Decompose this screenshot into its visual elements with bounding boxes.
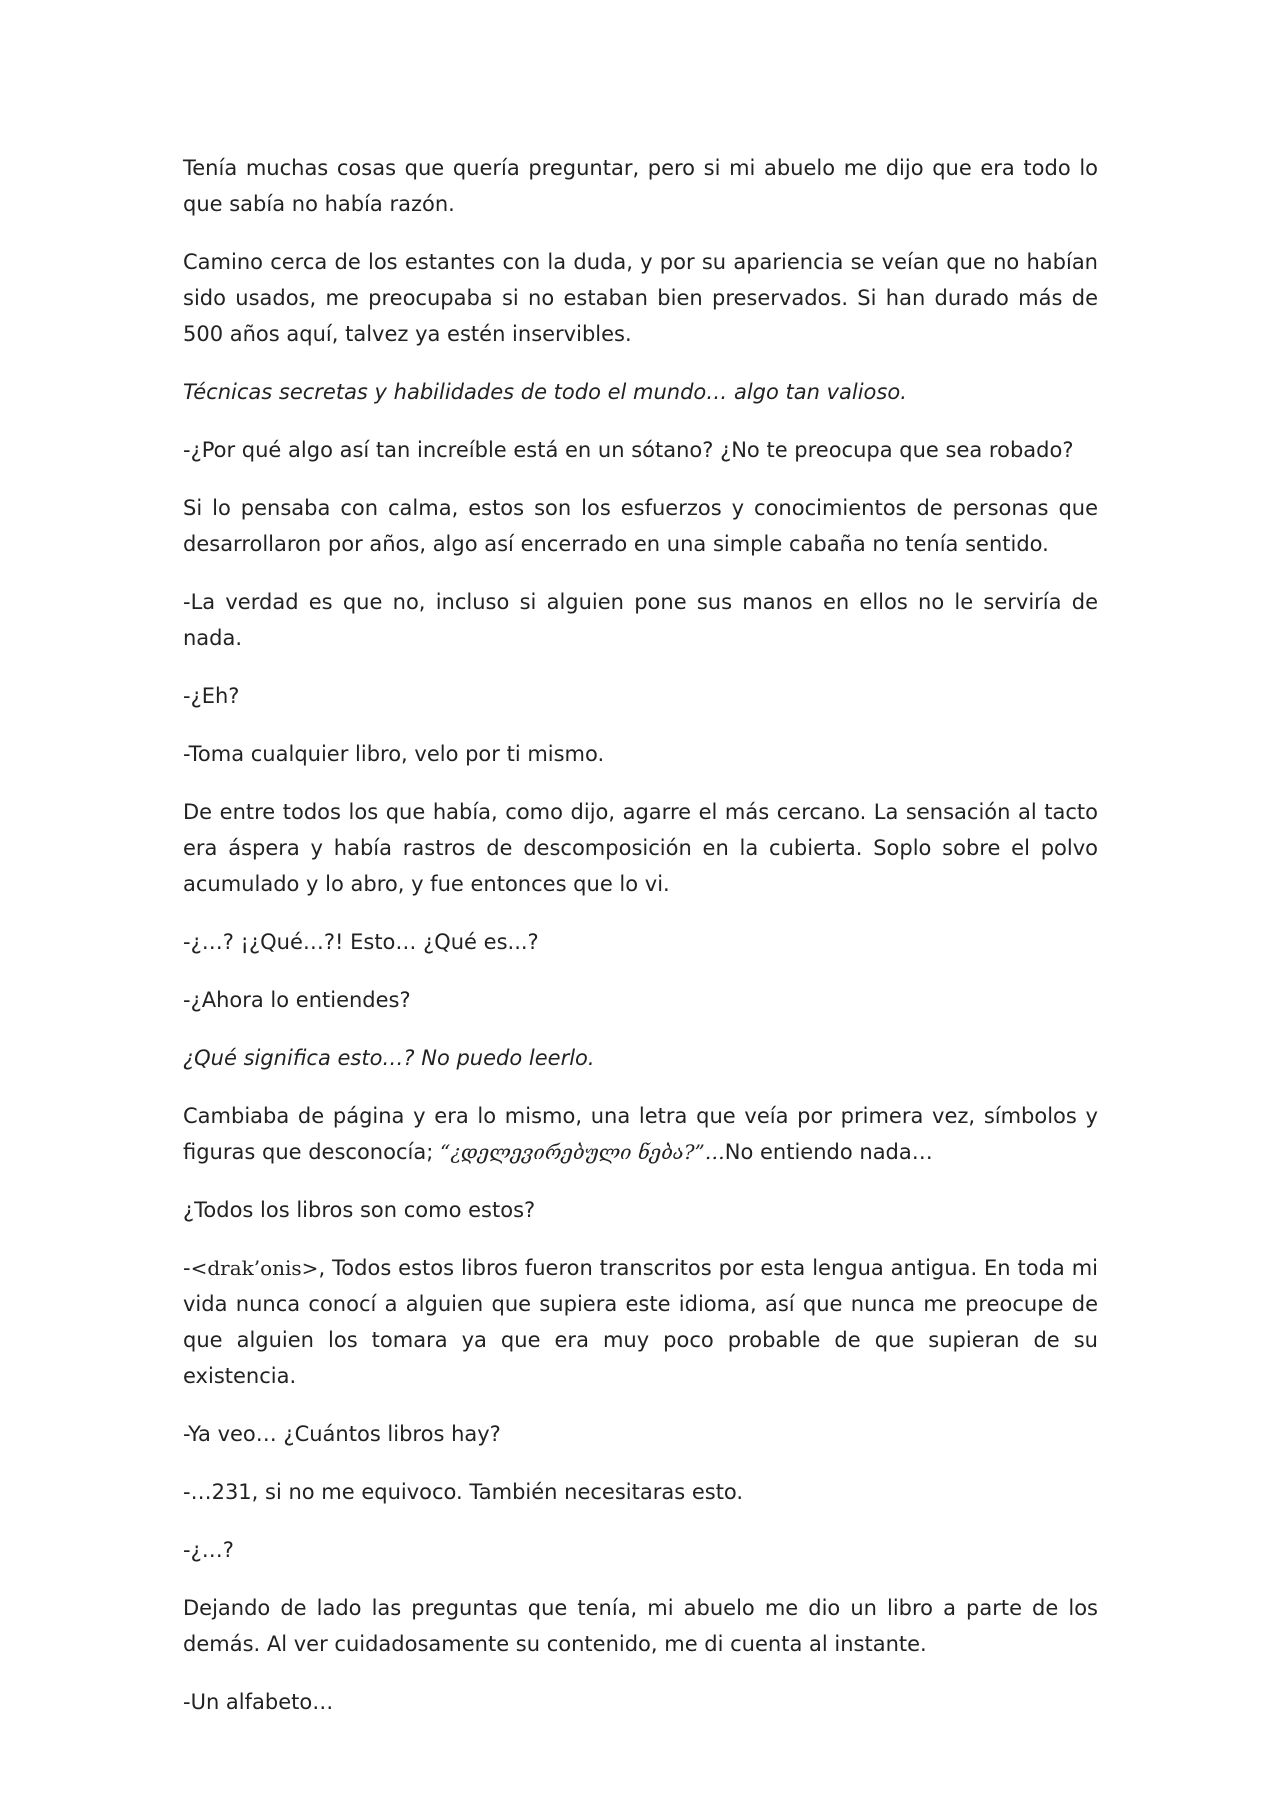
document-page: [183, 150, 1098, 1742]
paragraph: De entre todos los que había, como dijo, agarre el más cercano. La sensación al tacto era áspera y había rastros de descomposición en la cubierta. Soplo sobre el polvo acumulado y lo abro, y fue entonces que lo vi.: [183, 800, 1098, 896]
dialogue-line: -…231, si no me equivoco. También necesitaras esto.: [183, 1480, 744, 1504]
paragraph: Dejando de lado las preguntas que tenía, mi abuelo me dio un libro a parte de los demás. Al ver cuidadosamente su contenido, me di cuenta al instante.: [183, 1596, 1098, 1656]
symbols-paragraph: [183, 1098, 1098, 1170]
italic-thought: ¿Qué significa esto…? No puedo leerlo.: [183, 1046, 595, 1070]
dialogue-dash: -: [183, 1256, 191, 1280]
paragraph: Si lo pensaba con calma, estos son los esfuerzos y conocimientos de personas que desarrollaron por años, algo así encerrado en una simple cabaña no tenía sentido.: [183, 496, 1098, 556]
dialogue-line: -Toma cualquier libro, velo por ti mismo.: [183, 742, 605, 766]
drakonis-text: , Todos estos libros fueron transcritos por esta lengua antigua. En toda mi vida nunca conocí a alguien que supiera este idioma, así que nunca me preocupe de que alguien los tomara ya que era muy poco probable de que supieran de su existencia.: [183, 1256, 1098, 1388]
paragraph: Tenía muchas cosas que quería preguntar, pero si mi abuelo me dijo que era todo lo que sabía no había razón.: [183, 156, 1098, 216]
paragraph: Camino cerca de los estantes con la duda, y por su apariencia se veían que no habían sido usados, me preocupaba si no estaban bien preservados. Si han durado más de 500 años aquí, talvez ya estén inservibles.: [183, 250, 1098, 346]
dialogue-line: -¿…? ¡¿Qué…?! Esto… ¿Qué es...?: [183, 930, 539, 954]
dialogue-line: -Un alfabeto…: [183, 1690, 334, 1714]
symbols-text-before: Cambiaba de página y era lo mismo, una letra que veía por primera vez, símbolos y figuras que desconocía;: [183, 1104, 1098, 1164]
drakonis-paragraph: [183, 1250, 1098, 1394]
paragraph: ¿Todos los libros son como estos?: [183, 1198, 536, 1222]
dialogue-line: -¿…?: [183, 1538, 234, 1562]
drakonis-word: <drak’onis>: [190, 1256, 319, 1280]
dialogue-line: -Ya veo… ¿Cuántos libros hay?: [183, 1422, 501, 1446]
dialogue-line: -¿Ahora lo entiendes?: [183, 988, 411, 1012]
dialogue-line: -La verdad es que no, incluso si alguien pone sus manos en ellos no le serviría de nada.: [183, 590, 1098, 650]
dialogue-line: -¿Eh?: [183, 684, 240, 708]
foreign-script-quote: “¿დელევირებული ნება?”…: [439, 1140, 725, 1164]
dialogue-line: -¿Por qué algo así tan increíble está en un sótano? ¿No te preocupa que sea robado?: [183, 438, 1074, 462]
symbols-text-after: No entiendo nada…: [724, 1140, 933, 1164]
italic-thought: Técnicas secretas y habilidades de todo el mundo… algo tan valioso.: [183, 380, 907, 404]
